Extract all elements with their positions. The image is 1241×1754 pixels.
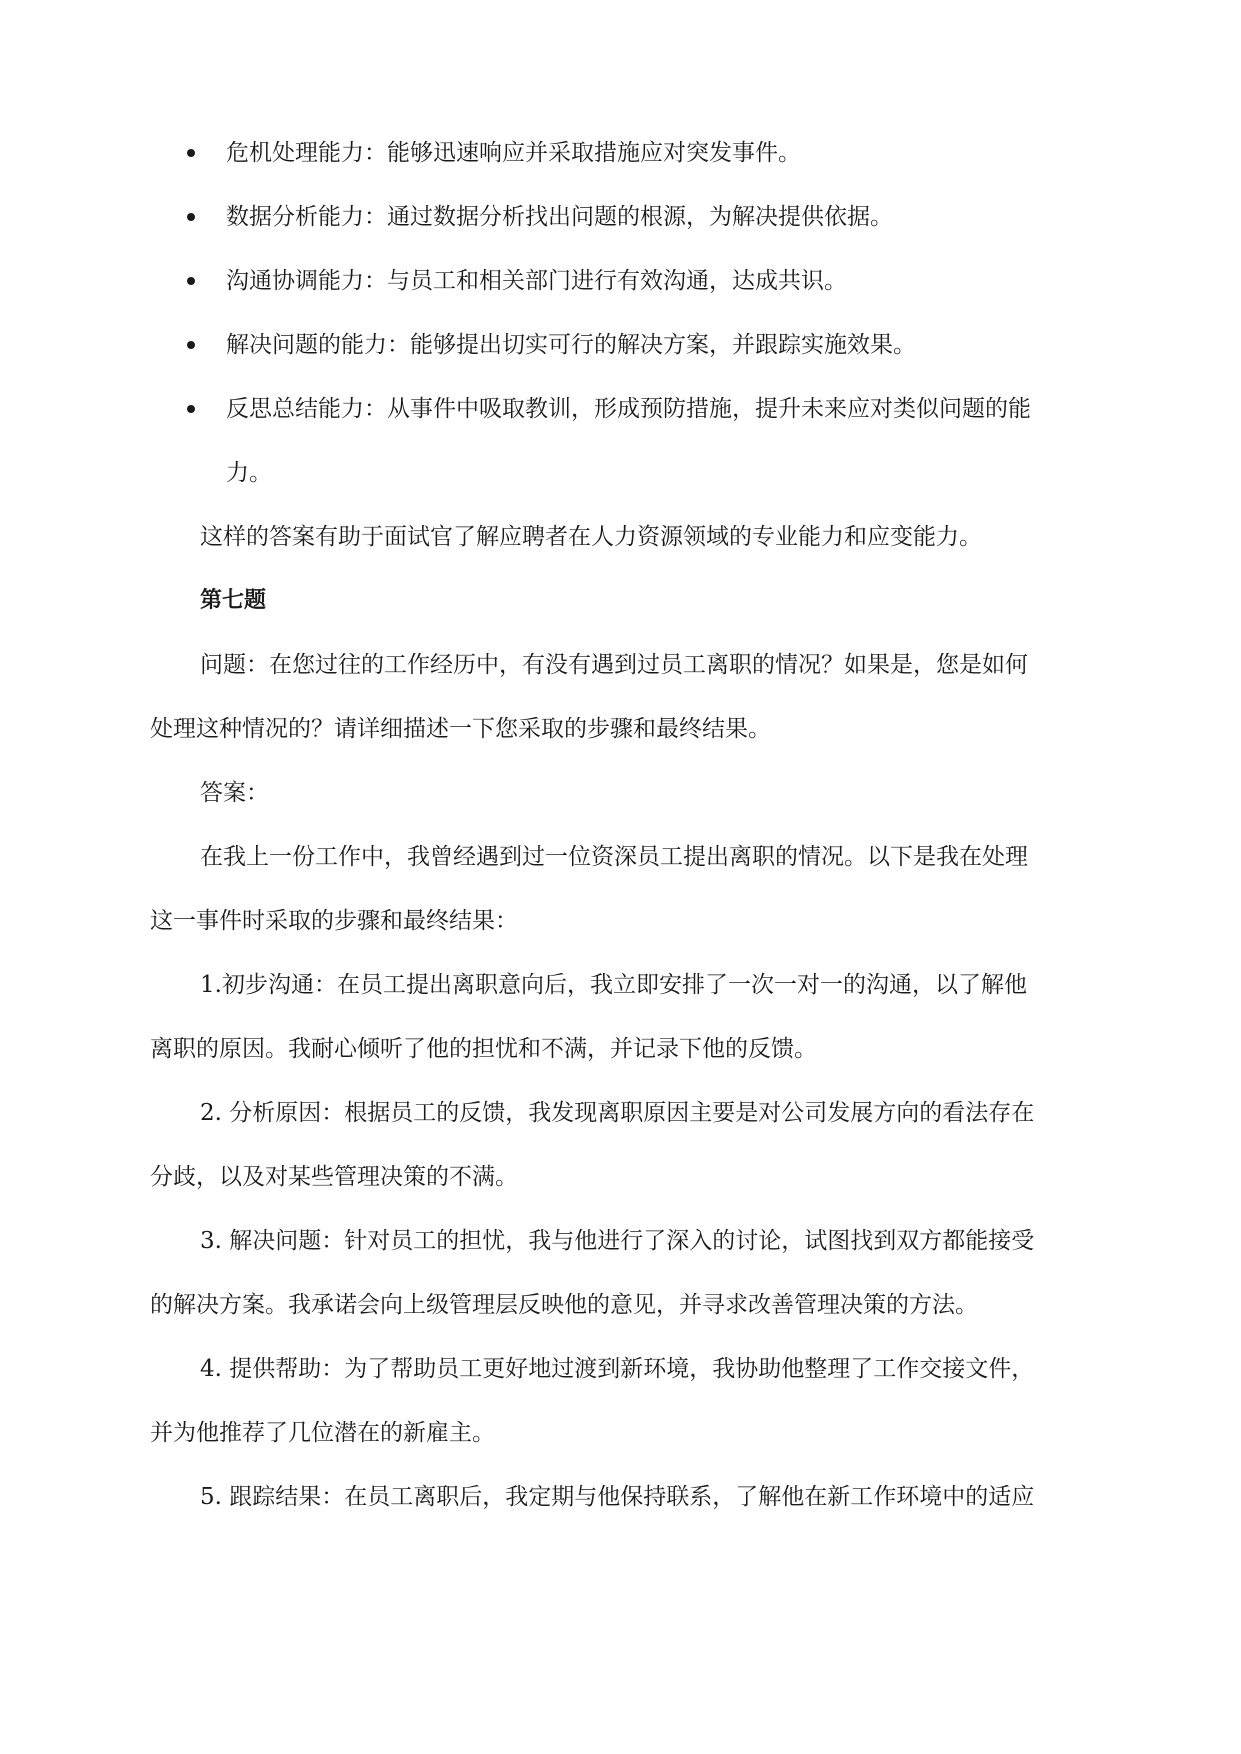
intro-line: 这一事件时采取的步骤和最终结果：: [150, 908, 518, 934]
step-line: 离职的原因。我耐心倾听了他的担忧和不满，并记录下他的反馈。: [150, 1036, 817, 1062]
summary-paragraph: 这样的答案有助于面试官了解应聘者在人力资源领域的专业能力和应变能力。: [200, 524, 982, 550]
answer-label: 答案：: [200, 780, 269, 806]
bullet-icon: [187, 277, 195, 285]
step-line: 2. 分析原因：根据员工的反馈，我发现离职原因主要是对公司发展方向的看法存在: [200, 1100, 1035, 1126]
step-line: 分歧，以及对某些管理决策的不满。: [150, 1164, 518, 1190]
question-line: 处理这种情况的？请详细描述一下您采取的步骤和最终结果。: [150, 716, 771, 742]
step-line: 5. 跟踪结果：在员工离职后，我定期与他保持联系，了解他在新工作环境中的适应: [200, 1484, 1035, 1510]
list-item: [150, 330, 1100, 394]
question-line: 问题：在您过往的工作经历中，有没有遇到过员工离职的情况？如果是，您是如何: [200, 652, 1028, 678]
bullet-text: 反思总结能力：从事件中吸取教训，形成预防措施，提升未来应对类似问题的能: [226, 396, 1031, 422]
step-line: 3. 解决问题：针对员工的担忧，我与他进行了深入的讨论，试图找到双方都能接受: [200, 1228, 1035, 1254]
list-item: [150, 394, 1100, 458]
bullet-text: 力。: [226, 460, 272, 486]
list-item: [150, 202, 1100, 266]
step-line: 1.初步沟通：在员工提出离职意向后，我立即安排了一次一对一的沟通，以了解他: [200, 972, 1027, 998]
bullet-text: 解决问题的能力：能够提出切实可行的解决方案，并跟踪实施效果。: [226, 332, 916, 358]
bullet-text: 数据分析能力：通过数据分析找出问题的根源，为解决提供依据。: [226, 204, 893, 230]
section-heading: 第七题: [200, 588, 267, 613]
list-item: [150, 138, 1100, 202]
bullet-text-continuation: [150, 458, 1100, 522]
document-body: [150, 138, 1100, 1546]
bullet-icon: [187, 213, 195, 221]
intro-line: 在我上一份工作中，我曾经遇到过一位资深员工提出离职的情况。以下是我在处理: [200, 844, 1028, 870]
step-line: 的解决方案。我承诺会向上级管理层反映他的意见，并寻求改善管理决策的方法。: [150, 1292, 978, 1318]
bullet-text: 危机处理能力：能够迅速响应并采取措施应对突发事件。: [226, 140, 801, 166]
bullet-icon: [187, 341, 195, 349]
bullet-text: 沟通协调能力：与员工和相关部门进行有效沟通，达成共识。: [226, 268, 847, 294]
step-line: 并为他推荐了几位潜在的新雇主。: [150, 1420, 495, 1446]
step-line: 4. 提供帮助：为了帮助员工更好地过渡到新环境，我协助他整理了工作交接文件，: [200, 1356, 1035, 1382]
list-item: [150, 266, 1100, 330]
bullet-icon: [187, 149, 195, 157]
bullet-icon: [187, 405, 195, 413]
